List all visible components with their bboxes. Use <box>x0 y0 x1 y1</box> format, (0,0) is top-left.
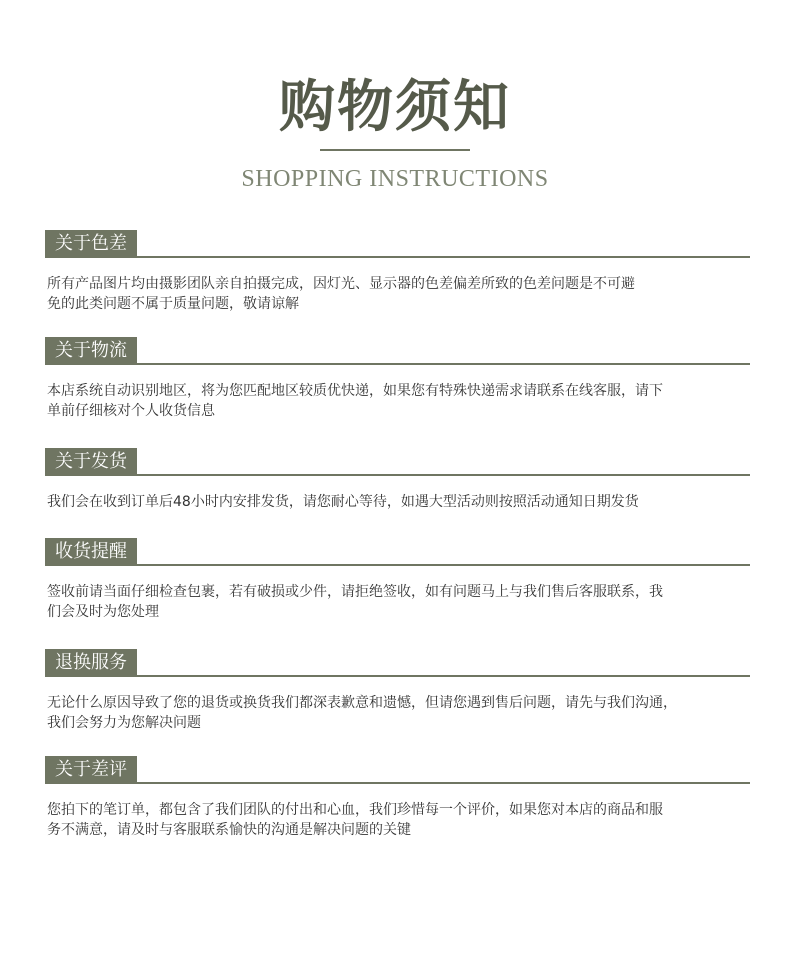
text-line: 免的此类问题不属于质量问题，敬请谅解 <box>47 296 299 312</box>
section-text <box>45 800 752 840</box>
section-heading: 关于色差 <box>45 230 137 258</box>
section-divider <box>45 474 750 476</box>
text-line: 务不满意，请及时与客服联系愉快的沟通是解决问题的关键 <box>47 822 411 838</box>
page-header <box>0 0 790 200</box>
title-divider <box>320 149 470 151</box>
section-text <box>45 693 752 733</box>
section-logistics <box>45 337 750 421</box>
section-header <box>45 649 750 677</box>
section-heading: 关于差评 <box>45 756 137 784</box>
page-subtitle: SHOPPING INSTRUCTIONS <box>241 166 549 192</box>
text-line: 我们会在收到订单后48小时内安排发货，请您耐心等待，如遇大型活动则按照活动通知日期发货 <box>47 494 639 510</box>
text-line: 无论什么原因导致了您的退货或换货我们都深表歉意和遗憾，但请您遇到售后问题，请先与我们沟通， <box>47 695 677 711</box>
section-return-exchange <box>45 649 750 733</box>
page-title: 购物须知 <box>279 74 511 140</box>
section-header <box>45 538 750 566</box>
text-line: 本店系统自动识别地区，将为您匹配地区较质优快递，如果您有特殊快递需求请联系在线客服，请下 <box>47 383 663 399</box>
section-divider <box>45 363 750 365</box>
section-header <box>45 756 750 784</box>
text-line: 您拍下的笔订单，都包含了我们团队的付出和心血，我们珍惜每一个评价，如果您对本店的商品和服 <box>47 802 663 818</box>
section-divider <box>45 256 750 258</box>
text-line: 单前仔细核对个人收货信息 <box>47 403 215 419</box>
section-heading: 收货提醒 <box>45 538 137 566</box>
section-text <box>45 274 752 314</box>
section-negative-review <box>45 756 750 840</box>
section-header <box>45 230 750 258</box>
text-line: 们会及时为您处理 <box>47 604 159 620</box>
section-text <box>45 582 752 622</box>
section-color-difference <box>45 230 750 314</box>
text-line: 签收前请当面仔细检查包裹，若有破损或少件，请拒绝签收，如有问题马上与我们售后客服联系，我 <box>47 584 663 600</box>
section-header <box>45 448 750 476</box>
section-text <box>45 381 752 421</box>
text-line: 所有产品图片均由摄影团队亲自拍摄完成，因灯光、显示器的色差偏差所致的色差问题是不可避 <box>47 276 635 292</box>
section-heading: 关于发货 <box>45 448 137 476</box>
section-shipping <box>45 448 750 512</box>
section-divider <box>45 675 750 677</box>
section-text <box>45 492 752 512</box>
section-divider <box>45 782 750 784</box>
section-heading: 退换服务 <box>45 649 137 677</box>
section-header <box>45 337 750 365</box>
section-divider <box>45 564 750 566</box>
text-line: 我们会努力为您解决问题 <box>47 715 201 731</box>
section-heading: 关于物流 <box>45 337 137 365</box>
section-receipt-reminder <box>45 538 750 622</box>
